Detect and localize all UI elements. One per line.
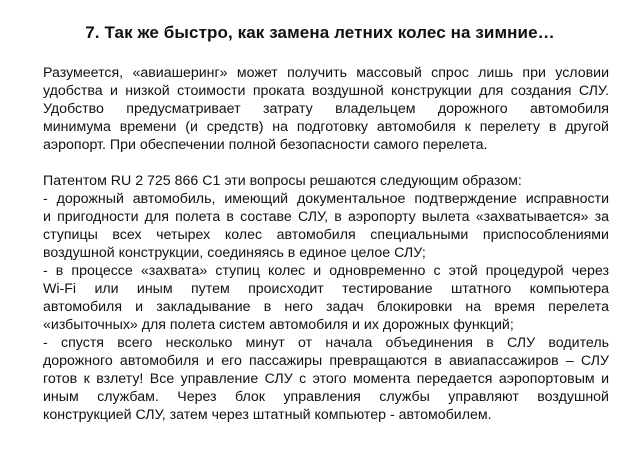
text-line: дорожного автомобиля и его пассажиры превращаются в авиапассажиров – СЛУ bbox=[43, 353, 609, 369]
text-line: аэропорт. При обеспечении полной безопасности самого перелета. bbox=[43, 137, 488, 153]
text-line: Удобство предусматривает затрату владельцем дорожного автомобиля bbox=[43, 101, 609, 117]
text-line: - дорожный автомобиль, имеющий документальное подтверждение исправности bbox=[43, 191, 609, 207]
text-line: Разумеется, «авиашеринг» может получить массовый спрос лишь при условии bbox=[43, 65, 609, 81]
text-line: готов к взлету! Все управление СЛУ с этого момента передается аэропортовым и bbox=[43, 371, 609, 387]
text-line: воздушной конструкции, соединяясь в единое целое СЛУ; bbox=[43, 245, 426, 261]
text-line: ступицы всех четырех колес автомобиля специальными приспособлениями bbox=[43, 227, 609, 243]
text-line: автомобиля и закладывание в него задач блокировки на время перелета bbox=[43, 299, 609, 315]
page-title: 7. Так же быстро, как замена летних колес на зимние… bbox=[85, 23, 555, 42]
text-line: удобства и низкой стоимости проката воздушной конструкции для создания СЛУ. bbox=[43, 83, 609, 99]
document-body bbox=[43, 64, 609, 424]
text-line: Патентом RU 2 725 866 C1 эти вопросы решаются следующим образом: bbox=[43, 173, 522, 189]
text-line: - спустя всего несколько минут от начала объединения в СЛУ водитель bbox=[43, 335, 609, 351]
text-line: иным службам. Через блок управления службы управляют воздушной bbox=[43, 389, 609, 405]
text-line: - в процессе «захвата» ступиц колес и одновременно с этой процедурой через bbox=[43, 263, 609, 279]
text-line: минимума времени (и средств) на подготовку автомобиля к перелету в другой bbox=[43, 119, 609, 135]
text-line: и пригодности для полета в составе СЛУ, в аэропорту вылета «захватывается» за bbox=[43, 209, 609, 225]
paragraph-patent bbox=[43, 172, 609, 424]
text-line: «избыточных» для полета систем автомобиля и их дорожных функций; bbox=[43, 317, 514, 333]
text-line: Wi-Fi или иным путем происходит тестирование штатного компьютера bbox=[43, 281, 609, 297]
paragraph-intro bbox=[43, 64, 609, 154]
text-line: конструкцией СЛУ, затем через штатный компьютер - автомобилем. bbox=[43, 407, 492, 423]
paragraph-spacer bbox=[43, 154, 609, 172]
